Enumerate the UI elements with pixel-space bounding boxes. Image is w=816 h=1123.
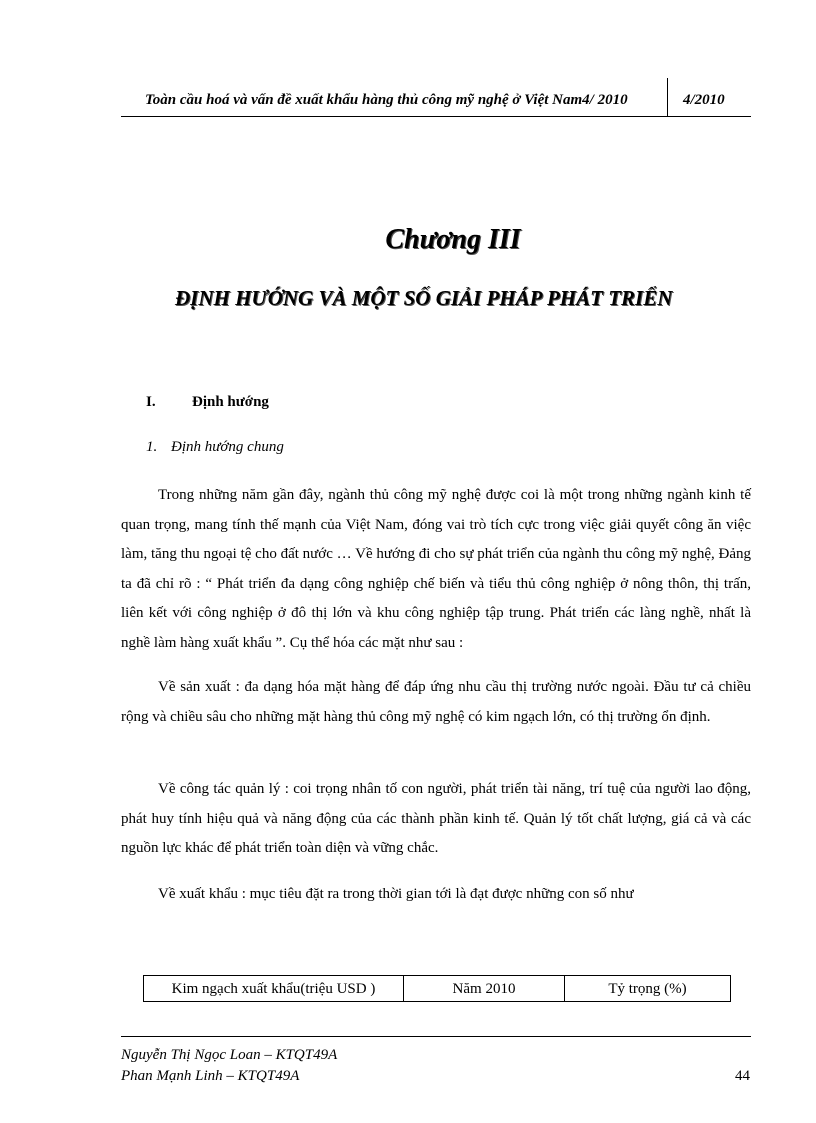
- section-number: I.: [146, 394, 156, 410]
- page-number: 44: [735, 1068, 750, 1084]
- table-header-cell: Tỷ trọng (%): [564, 976, 731, 1001]
- chapter-subtitle: ĐỊNH HƯỚNG VÀ MỘT SỐ GIẢI PHÁP PHÁT TRIỂN: [175, 286, 673, 310]
- subsection-number: 1.: [146, 439, 158, 455]
- export-table-header-row: [143, 975, 731, 1002]
- paragraph-management: Về công tác quản lý : coi trọng nhân tố con người, phát triển tài năng, trí tuệ của người lao động, phát huy tính hiệu quả và năng động của các thành phần kinh tế. Quản lý tốt chất lượng, giá cả và các nguồn lực khác để phát triển toàn diện và vững chắc.: [121, 781, 751, 857]
- paragraph-production: Về sản xuất : đa dạng hóa mặt hàng để đáp ứng nhu cầu thị trường nước ngoài. Đầu tư cả chiều rộng và chiều sâu cho những mặt hàng thủ công mỹ nghệ có kim ngạch lớn, có thị trường ổn định.: [121, 679, 751, 725]
- header-title: Toàn cầu hoá và vấn đề xuất khẩu hàng thủ công mỹ nghệ ở Việt Nam4/ 2010: [145, 92, 628, 108]
- header-separator: [667, 78, 668, 116]
- footer-divider: [121, 1036, 751, 1037]
- header-date: 4/2010: [683, 92, 725, 108]
- table-header-cell: Kim ngạch xuất khẩu(triệu USD ): [143, 976, 403, 1001]
- footer-author-1: Nguyễn Thị Ngọc Loan – KTQT49A: [121, 1047, 338, 1063]
- subsection-title: Định hướng chung: [171, 439, 284, 455]
- paragraph-intro: Trong những năm gần đây, ngành thủ công mỹ nghệ được coi là một trong những ngành kinh tế quan trọng, mang tính thế mạnh của Việt Nam, đóng vai trò tích cực trong việc giải quyết công ăn việc làm, tăng thu ngoại tệ cho đất nước … Về hướng đi cho sự phát triển của ngành thu công mỹ nghệ, Đảng ta đã chỉ rõ : “ Phát triển đa dạng công nghiệp chế biến và tiểu thủ công nghiệp ở nông thôn, thị trấn, liên kết với công nghiệp ở đô thị lớn và khu công nghiệp tập trung. Phát triển các làng nghề, nhất là nghề làm hàng xuất khẩu ”. Cụ thể hóa các mặt như sau :: [121, 487, 751, 651]
- chapter-title: Chương III: [385, 224, 521, 255]
- footer-author-2: Phan Mạnh Linh – KTQT49A: [121, 1068, 300, 1084]
- paragraph-export: Về xuất khẩu : mục tiêu đặt ra trong thời gian tới là đạt được những con số như: [158, 886, 634, 902]
- section-title: Định hướng: [192, 394, 269, 410]
- table-header-cell: Năm 2010: [403, 976, 564, 1001]
- page-header: [121, 78, 751, 117]
